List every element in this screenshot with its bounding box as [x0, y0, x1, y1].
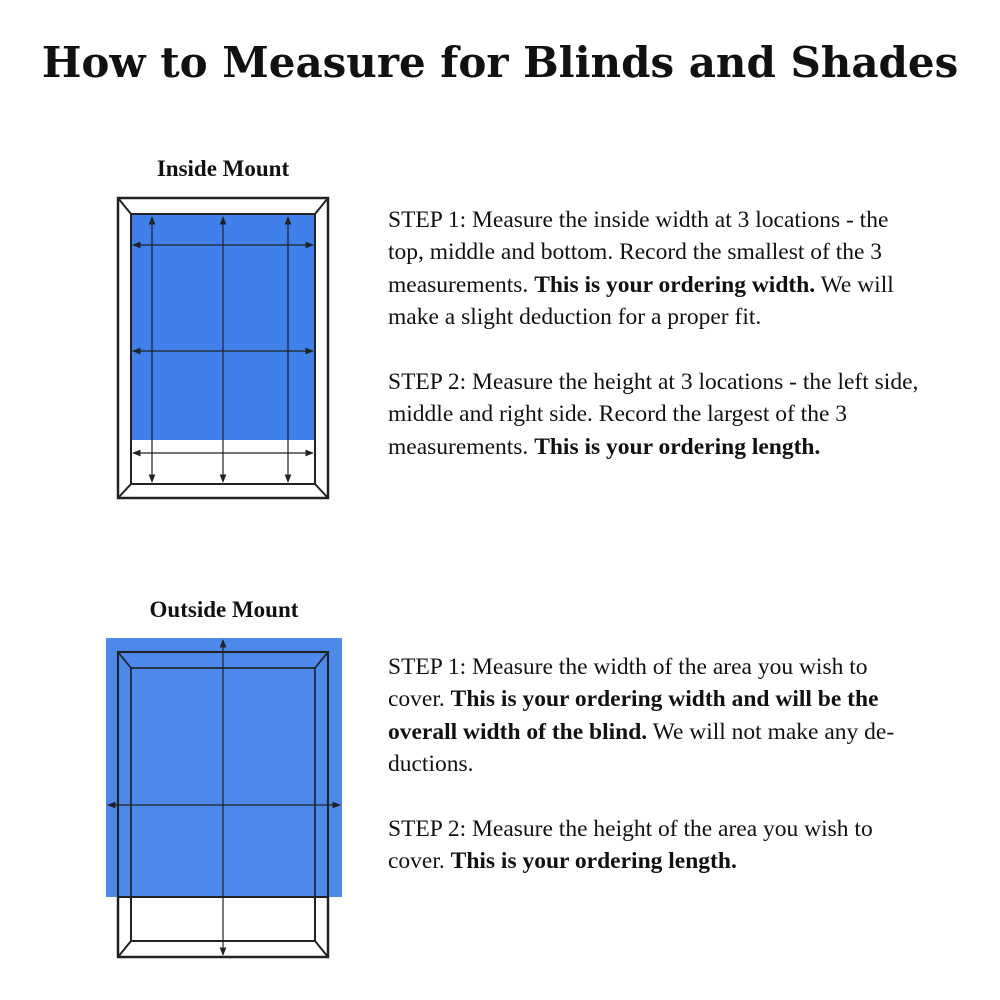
outside-step-1: STEP 1: Measure the width of the area you wish to cover. This is your ordering width and will be the overall width of the blind. We will not make any de- ductions.	[388, 654, 895, 778]
inside-mount-label: Inside Mount	[156, 156, 290, 181]
page-title: How to Measure for Blinds and Shades	[41, 38, 959, 87]
outside-blind	[106, 638, 342, 897]
outside-step-2: STEP 2: Measure the height of the area you wish to cover. This is your ordering length.	[388, 816, 873, 875]
inside-step-2: STEP 2: Measure the height at 3 locations - the left side, middle and right side. Record the largest of the 3 measurements. This is your ordering length.	[388, 369, 919, 460]
inside-step-1: STEP 1: Measure the inside width at 3 locations - the top, middle and bottom. Record the smallest of the 3 measurements. This is your ordering width. We will make a slight deduction for a proper fit.	[388, 207, 894, 331]
outside-mount-label: Outside Mount	[149, 597, 299, 622]
